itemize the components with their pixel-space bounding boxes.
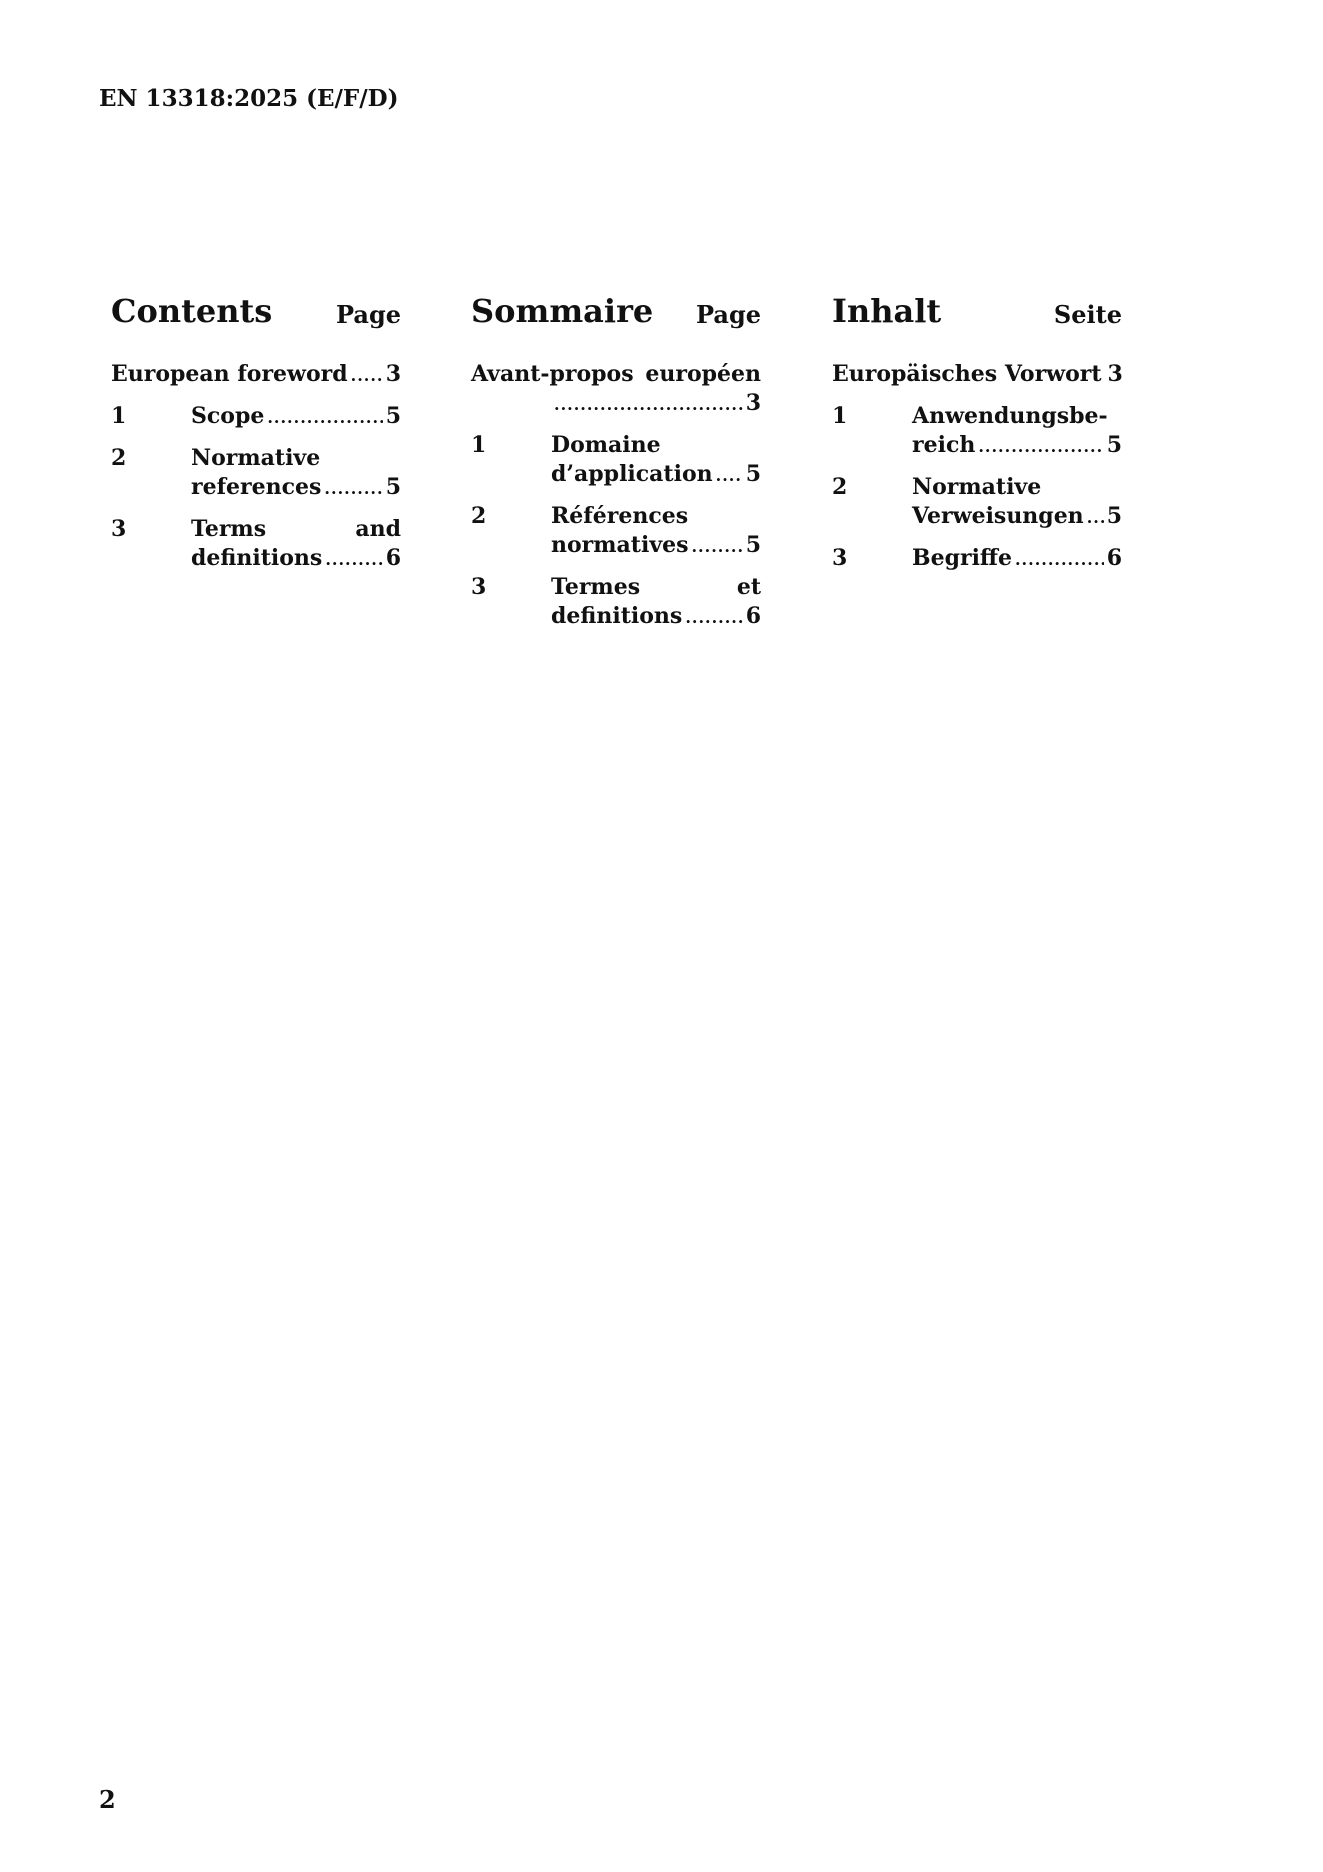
entry-page: 5 xyxy=(1106,432,1122,458)
dot-leader xyxy=(324,474,382,503)
dot-leader xyxy=(267,403,382,432)
dot-leader xyxy=(685,603,742,632)
entry-title: Begriffe xyxy=(912,545,1012,571)
entry-number: 3 xyxy=(471,574,487,600)
toc-title: Sommaire xyxy=(471,292,654,330)
entry-title-line1: Domaine xyxy=(551,432,661,458)
entry-title-line2: d’application xyxy=(551,461,713,487)
toc-list xyxy=(832,360,1122,574)
entry-number: 3 xyxy=(111,516,127,542)
entry-number: 1 xyxy=(111,403,127,429)
toc-entry-domaine[interactable] xyxy=(471,431,761,490)
page-number: 2 xyxy=(99,1785,116,1814)
dot-leader xyxy=(351,361,383,390)
entry-page: 5 xyxy=(1106,503,1122,529)
document-id: EN 13318:2025 (E/F/D) xyxy=(99,85,399,112)
entry-title-word: et xyxy=(736,574,761,600)
toc-entry-references[interactable] xyxy=(471,502,761,561)
entry-title-line2: references xyxy=(191,474,322,500)
toc-entry-anwendungsbereich[interactable] xyxy=(832,402,1122,461)
dot-leader xyxy=(1087,503,1104,532)
entry-title-line2: Verweisungen xyxy=(912,503,1084,529)
entry-number: 3 xyxy=(832,545,848,571)
entry-page: 5 xyxy=(385,474,401,500)
entry-page: 6 xyxy=(1106,545,1122,571)
entry-title: Europäisches Vorwort xyxy=(832,361,1102,387)
toc-title: Inhalt xyxy=(832,292,942,330)
dot-leader xyxy=(716,461,743,490)
toc-header xyxy=(471,288,761,336)
toc-entry-verweisungen[interactable] xyxy=(832,473,1122,532)
toc-entry-normative-references[interactable] xyxy=(111,444,401,503)
entry-page: 5 xyxy=(745,532,761,558)
entry-page: 5 xyxy=(385,403,401,429)
toc-page-heading: Page xyxy=(695,300,761,329)
dot-leader xyxy=(554,390,743,419)
entry-title-line1: Normative xyxy=(912,474,1042,500)
entry-title-line1: Anwendungsbe- xyxy=(912,403,1108,429)
dot-leader xyxy=(978,432,1103,461)
entry-title-word: Avant-propos xyxy=(471,361,634,387)
toc-header xyxy=(111,288,401,336)
toc-title: Contents xyxy=(111,292,273,330)
entry-title: Scope xyxy=(191,403,265,429)
entry-number: 2 xyxy=(111,445,127,471)
entry-page: 3 xyxy=(385,361,401,387)
entry-number: 1 xyxy=(471,432,487,458)
toc-entry-termes[interactable] xyxy=(471,573,761,632)
entry-page: 6 xyxy=(745,603,761,629)
toc-list xyxy=(471,360,761,632)
entry-title-word: Terms xyxy=(191,516,267,542)
entry-title-line2: definitions xyxy=(551,603,683,629)
toc-entry-terms-definitions[interactable] xyxy=(111,515,401,574)
toc-entry-foreword[interactable] xyxy=(832,360,1122,390)
entry-number: 2 xyxy=(832,474,848,500)
toc-entry-foreword[interactable] xyxy=(111,360,401,390)
entry-title-line2: normatives xyxy=(551,532,689,558)
toc-page-heading: Page xyxy=(335,300,401,329)
entry-title-word: Termes xyxy=(551,574,641,600)
toc-list xyxy=(111,360,401,574)
entry-number: 2 xyxy=(471,503,487,529)
entry-title-line2: reich xyxy=(912,432,976,458)
dot-leader xyxy=(1015,545,1104,574)
toc-french xyxy=(471,288,761,644)
toc-english xyxy=(111,288,401,586)
dot-leader xyxy=(691,532,742,561)
entry-title-word: and xyxy=(355,516,401,542)
toc-entry-begriffe[interactable] xyxy=(832,544,1122,574)
toc-entry-foreword[interactable] xyxy=(471,360,761,419)
entry-page: 5 xyxy=(745,461,761,487)
toc-page-heading: Seite xyxy=(1053,300,1122,329)
toc-entry-scope[interactable] xyxy=(111,402,401,432)
entry-page: 6 xyxy=(385,545,401,571)
toc-german xyxy=(832,288,1122,586)
dot-leader xyxy=(325,545,382,574)
entry-title-line1: Normative xyxy=(191,445,321,471)
entry-title: European foreword xyxy=(111,361,348,387)
entry-page: 3 xyxy=(745,390,761,416)
entry-title-word: européen xyxy=(645,361,761,387)
toc-header xyxy=(832,288,1122,336)
entry-page: 3 xyxy=(1107,361,1123,387)
entry-title-line2: definitions xyxy=(191,545,323,571)
entry-number: 1 xyxy=(832,403,848,429)
entry-title-line1: Références xyxy=(551,503,689,529)
